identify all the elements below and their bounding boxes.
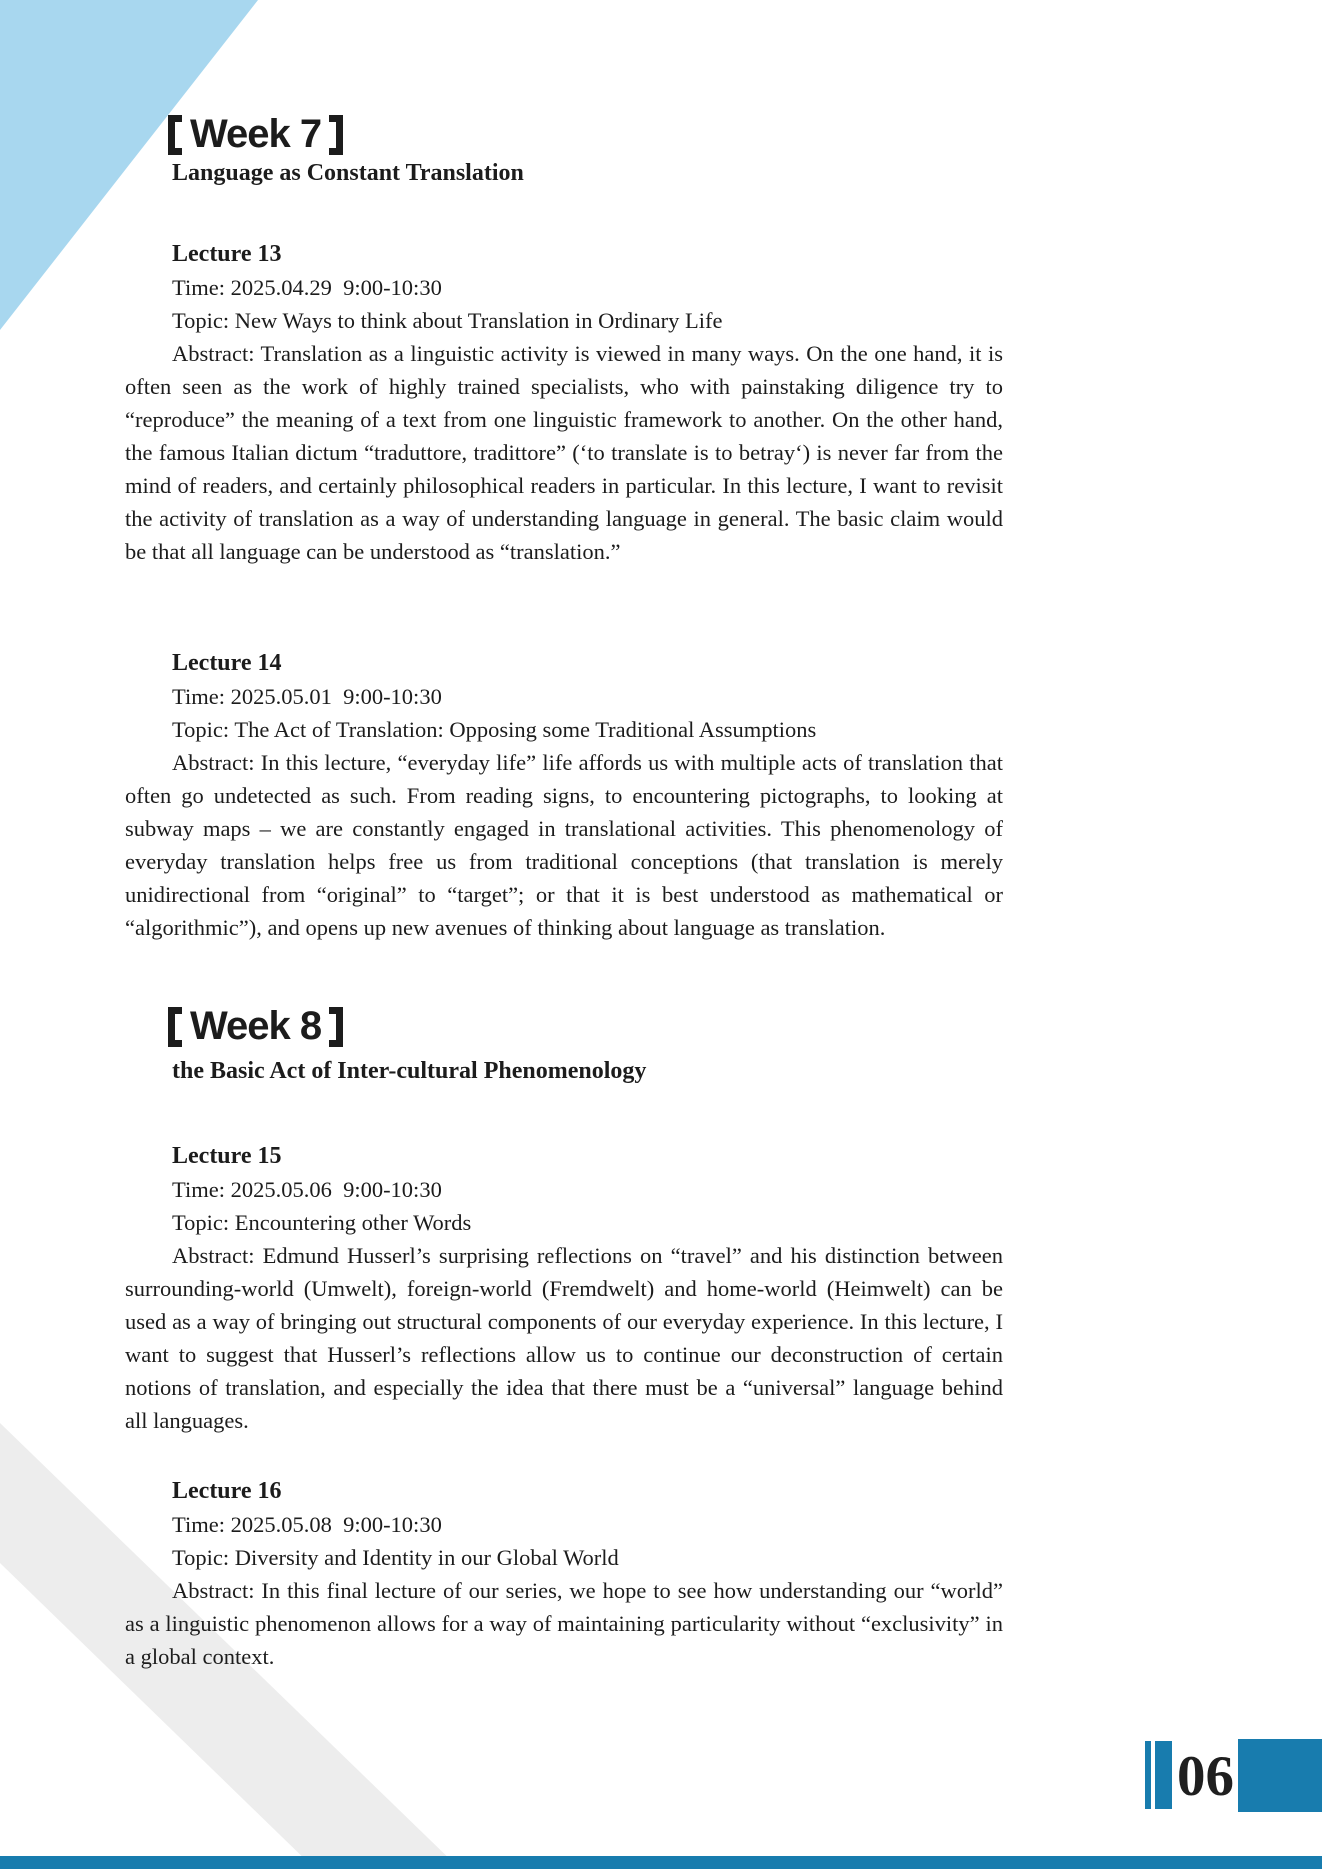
lecture-time: Time: 2025.05.08 9:00-10:30: [172, 1512, 442, 1537]
lecture-title: Lecture 13: [172, 241, 282, 267]
lenticular-bracket-close-icon: [329, 115, 343, 155]
lecture-time: Time: 2025.05.06 9:00-10:30: [172, 1177, 442, 1202]
footer-accent-block: [1238, 1739, 1322, 1812]
lecture-time: Time: 2025.04.29 9:00-10:30: [172, 275, 442, 300]
lecture-topic: Topic: Encountering other Words: [172, 1210, 472, 1235]
week-8-subtitle: the Basic Act of Inter-cultural Phenomenology: [172, 1058, 647, 1084]
lecture-14-block: [125, 647, 1003, 944]
lecture-abstract: Abstract: Edmund Husserl’s surprising reflections on “travel” and his distinction between surrounding-world (Umwelt), foreign-world (Fremdwelt) and home-world (Heimwelt) can be used as a way of bringing out structural components of our everyday experience. In this lecture, I want to suggest that Husserl’s reflections allow us to continue our deconstruction of certain notions of translation, and especially the idea that there must be a “universal” language behind all languages.: [125, 1243, 1003, 1433]
footer-accent-bar-thick: [1155, 1741, 1172, 1809]
lecture-topic: Topic: The Act of Translation: Opposing some Traditional Assumptions: [172, 717, 817, 742]
lecture-16-block: [125, 1475, 1003, 1673]
bottom-accent-bar: [0, 1856, 1322, 1869]
lecture-topic: Topic: New Ways to think about Translation in Ordinary Life: [172, 308, 723, 333]
week-8-label: Week 8: [190, 1004, 322, 1048]
lecture-title: Lecture 16: [172, 1478, 282, 1504]
lecture-abstract: Abstract: In this final lecture of our series, we hope to see how understanding our “world” as a linguistic phenomenon allows for a way of maintaining particularity without “exclusivity” in a global context.: [125, 1578, 1003, 1669]
lecture-abstract: Abstract: Translation as a linguistic activity is viewed in many ways. On the one hand, it is often seen as the work of highly trained specialists, who with painstaking diligence try to “reproduce” the meaning of a text from one linguistic framework to another. On the other hand, the famous Italian dictum “traduttore, tradittore” (‘to translate is to betray‘) is never far from the mind of readers, and certainly philosophical readers in particular. In this lecture, I want to revisit the activity of translation as a way of understanding language in general. The basic claim would be that all language can be understood as “translation.”: [125, 341, 1003, 564]
lenticular-bracket-close-icon: [329, 1007, 343, 1047]
page-number: 06: [1177, 1745, 1234, 1808]
lenticular-bracket-open-icon: [168, 1007, 182, 1047]
lecture-topic: Topic: Diversity and Identity in our Global World: [172, 1545, 619, 1570]
week-8-heading: [168, 1004, 343, 1049]
lecture-abstract: Abstract: In this lecture, “everyday life” life affords us with multiple acts of translation that often go undetected as such. From reading signs, to encountering pictographs, to looking at subway maps – we are constantly engaged in translational activities. This phenomenology of everyday translation helps free us from traditional conceptions (that translation is merely unidirectional from “original” to “target”; or that it is best understood as mathematical or “algorithmic”), and opens up new avenues of thinking about language as translation.: [125, 750, 1003, 940]
lenticular-bracket-open-icon: [168, 115, 182, 155]
lecture-time: Time: 2025.05.01 9:00-10:30: [172, 684, 442, 709]
lecture-13-block: [125, 238, 1003, 568]
week-7-subtitle: Language as Constant Translation: [172, 160, 524, 186]
lecture-title: Lecture 15: [172, 1143, 282, 1169]
footer-accent-bar-thin: [1145, 1741, 1151, 1809]
lecture-title: Lecture 14: [172, 650, 282, 676]
week-7-label: Week 7: [190, 112, 322, 156]
week-7-heading: [168, 112, 343, 157]
lecture-15-block: [125, 1140, 1003, 1437]
